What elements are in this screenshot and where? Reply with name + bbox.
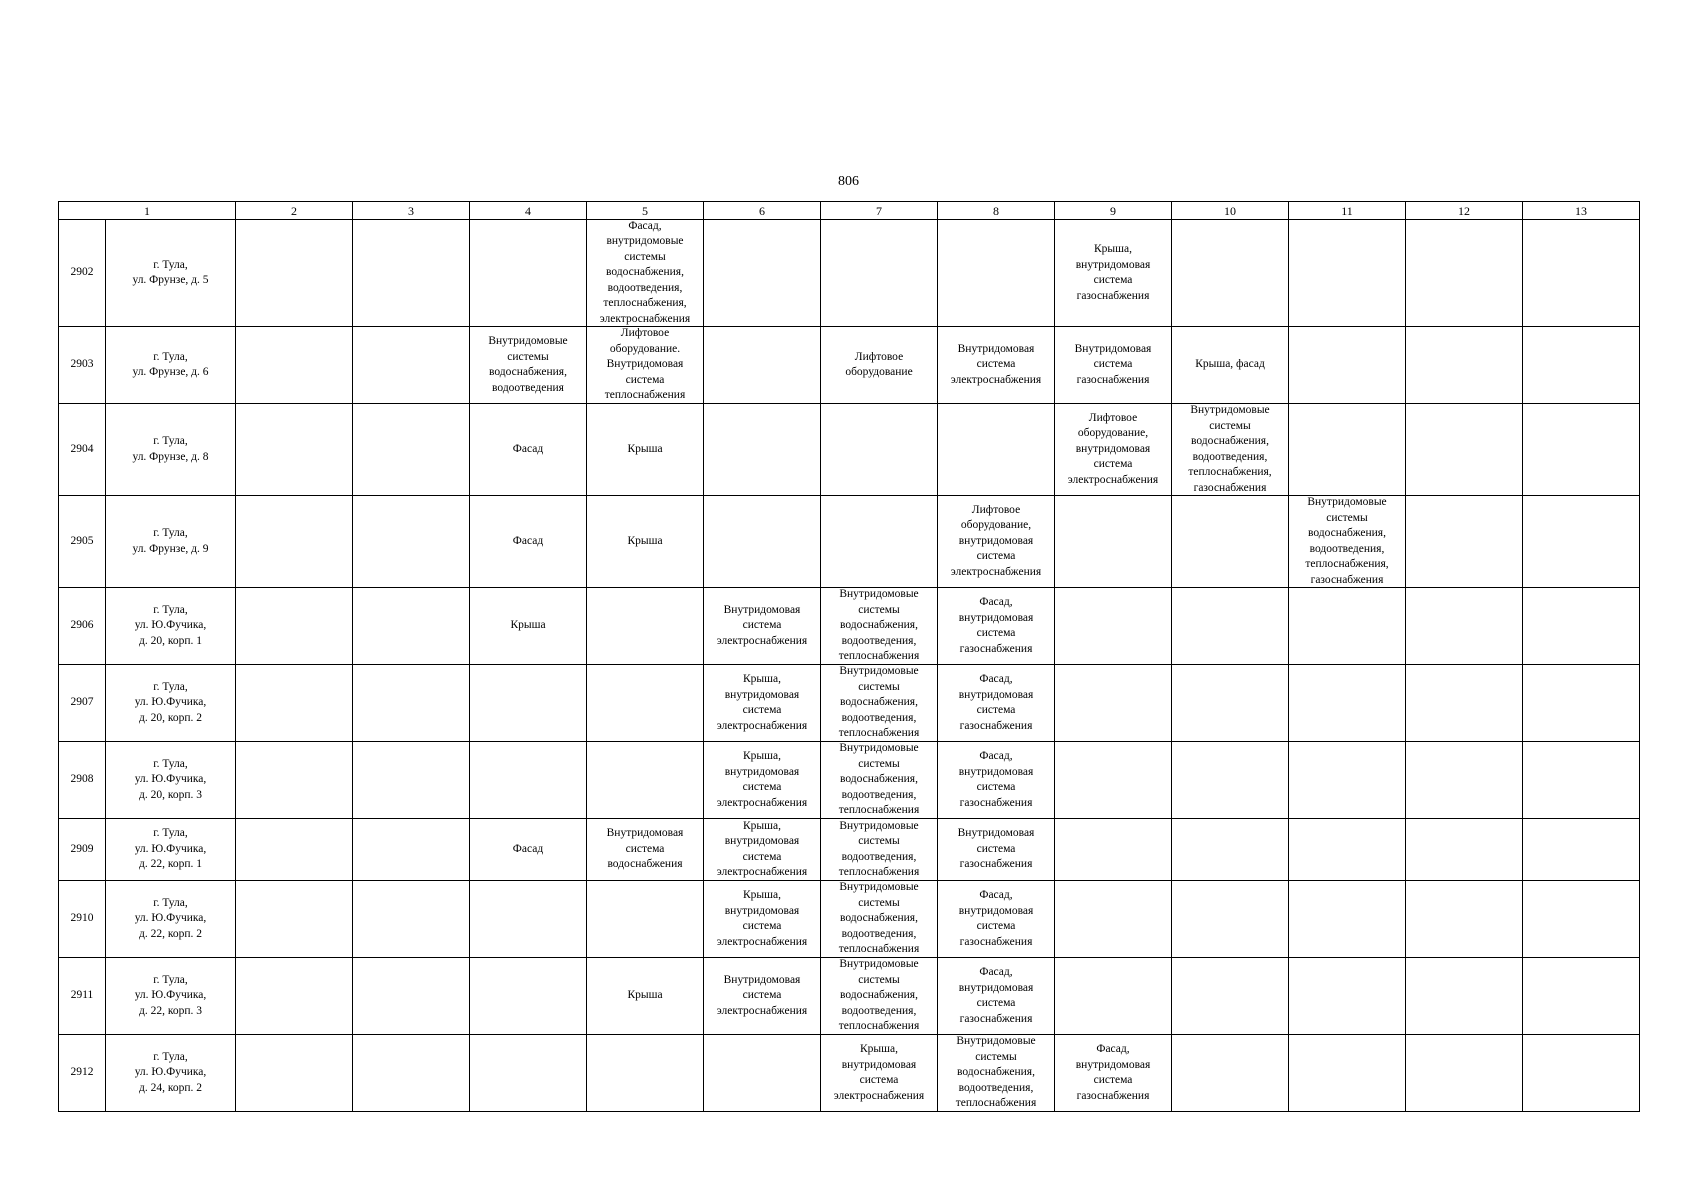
table-row: [59, 327, 1640, 404]
work-type-cell: [1055, 588, 1172, 665]
column-header: 4: [470, 202, 587, 220]
work-type-cell-text: Фасад, внутридомовая система газоснабжения: [1075, 1043, 1151, 1102]
work-type-cell: [1055, 881, 1172, 958]
work-type-cell: [821, 742, 938, 819]
address-cell-text: г. Тула, ул. Фрунзе, д. 6: [132, 350, 209, 378]
work-type-cell: [1406, 881, 1523, 958]
work-type-cell: [821, 881, 938, 958]
address-cell: [106, 404, 236, 496]
work-type-cell: [353, 665, 470, 742]
address-cell: [106, 958, 236, 1035]
work-type-cell: [1289, 958, 1406, 1035]
address-cell-text: г. Тула, ул. Ю.Фучика, д. 20, корп. 1: [134, 603, 207, 647]
work-type-cell: [236, 742, 353, 819]
work-type-cell: [1523, 496, 1640, 588]
work-type-cell: [236, 588, 353, 665]
work-type-cell-text: Внутридомовые системы водоснабжения, водоотведения, теплоснабжения: [838, 665, 920, 740]
work-type-cell: [1406, 588, 1523, 665]
table-row: [59, 665, 1640, 742]
address-cell: [106, 220, 236, 327]
work-type-cell: [587, 958, 704, 1035]
work-type-cell: [1289, 742, 1406, 819]
work-type-cell-text: Крыша, внутридомовая система газоснабжения: [1075, 243, 1151, 302]
work-type-cell: [1406, 1035, 1523, 1112]
row-number-cell-text: 2902: [70, 266, 94, 279]
work-type-cell: [1289, 496, 1406, 588]
work-type-cell: [938, 327, 1055, 404]
address-cell-text: г. Тула, ул. Ю.Фучика, д. 22, корп. 1: [134, 827, 207, 871]
work-type-cell-text: Фасад: [512, 842, 544, 855]
work-type-cell: [470, 327, 587, 404]
work-type-cell: [1055, 819, 1172, 881]
table-row: [59, 742, 1640, 819]
work-type-cell: [1055, 1035, 1172, 1112]
table-row: [59, 819, 1640, 881]
work-type-cell: [587, 327, 704, 404]
work-type-cell: [1172, 496, 1289, 588]
work-type-cell: [587, 819, 704, 881]
table-row: [59, 404, 1640, 496]
address-cell-text: г. Тула, ул. Фрунзе, д. 8: [132, 435, 209, 463]
work-type-cell-text: Внутридомовые системы водоснабжения, водоотведения, теплоснабжения: [838, 588, 920, 663]
work-type-cell: [1289, 819, 1406, 881]
work-type-cell: [821, 819, 938, 881]
work-type-cell-text: Фасад: [512, 534, 544, 547]
work-type-cell-text: Внутридомовые системы водоснабжения, водоотведения: [488, 335, 568, 394]
work-type-cell-text: Фасад, внутридомовая система газоснабжения: [958, 750, 1034, 809]
work-type-cell: [1406, 496, 1523, 588]
column-header: 9: [1055, 202, 1172, 220]
work-type-cell: [1523, 404, 1640, 496]
work-type-cell: [470, 665, 587, 742]
work-type-cell-text: Лифтовое оборудование, внутридомовая система электроснабжения: [950, 503, 1042, 578]
work-type-cell: [587, 496, 704, 588]
work-type-cell: [1289, 404, 1406, 496]
work-type-cell: [587, 1035, 704, 1112]
work-type-cell: [470, 404, 587, 496]
work-type-cell: [1289, 220, 1406, 327]
address-cell-text: г. Тула, ул. Фрунзе, д. 9: [132, 527, 209, 555]
work-type-cell: [1172, 742, 1289, 819]
work-type-cell: [1523, 665, 1640, 742]
work-type-cell: [1172, 1035, 1289, 1112]
row-number-cell: [59, 404, 106, 496]
work-type-cell: [470, 1035, 587, 1112]
work-type-cell: [1172, 404, 1289, 496]
work-type-cell-text: Фасад, внутридомовая система газоснабжения: [958, 673, 1034, 732]
work-type-cell-text: Фасад, внутридомовые системы водоснабжения, водоотведения, теплоснабжения, электроснабжения: [599, 220, 691, 325]
work-type-cell: [236, 958, 353, 1035]
address-cell: [106, 588, 236, 665]
address-cell-text: г. Тула, ул. Ю.Фучика, д. 20, корп. 3: [134, 757, 207, 801]
work-type-cell: [1406, 742, 1523, 819]
work-type-cell: [821, 404, 938, 496]
work-type-cell-text: Крыша: [510, 619, 546, 632]
work-type-cell: [236, 665, 353, 742]
work-type-cell: [1523, 588, 1640, 665]
work-type-cell-text: Лифтовое оборудование. Внутридомовая система теплоснабжения: [604, 327, 686, 402]
work-type-cell: [938, 881, 1055, 958]
table-row: [59, 881, 1640, 958]
table-row: [59, 220, 1640, 327]
row-number-cell: [59, 220, 106, 327]
work-type-cell: [353, 588, 470, 665]
work-type-cell: [1523, 958, 1640, 1035]
work-type-cell-text: Внутридомовая система электроснабжения: [716, 603, 808, 647]
work-type-cell: [1523, 327, 1640, 404]
work-type-cell: [236, 496, 353, 588]
work-type-cell-text: Внутридомовые системы водоснабжения, водоотведения, теплоснабжения: [838, 958, 920, 1033]
work-type-cell: [587, 742, 704, 819]
work-type-cell: [704, 958, 821, 1035]
address-cell: [106, 496, 236, 588]
work-type-cell: [236, 1035, 353, 1112]
work-type-cell-text: Фасад: [512, 442, 544, 455]
address-cell: [106, 327, 236, 404]
row-number-cell: [59, 1035, 106, 1112]
work-type-cell: [704, 496, 821, 588]
work-type-cell-text: Крыша, фасад: [1195, 358, 1265, 371]
work-type-cell: [236, 819, 353, 881]
work-type-cell: [236, 327, 353, 404]
address-cell-text: г. Тула, ул. Ю.Фучика, д. 22, корп. 3: [134, 973, 207, 1017]
column-header: 12: [1406, 202, 1523, 220]
address-cell: [106, 742, 236, 819]
table-body: [59, 220, 1640, 1112]
work-type-cell: [821, 958, 938, 1035]
work-type-cell-text: Крыша, внутридомовая система электроснабжения: [716, 819, 808, 878]
work-type-cell-text: Крыша: [627, 534, 663, 547]
address-cell-text: г. Тула, ул. Фрунзе, д. 5: [132, 258, 209, 286]
column-header: 1: [59, 202, 236, 220]
work-type-cell: [1523, 1035, 1640, 1112]
work-type-cell-text: Лифтовое оборудование: [845, 350, 913, 378]
row-number-cell: [59, 881, 106, 958]
work-type-cell-text: Внутридомовые системы водоснабжения, водоотведения, теплоснабжения: [838, 742, 920, 817]
work-type-cell-text: Крыша: [627, 442, 663, 455]
work-type-cell: [1406, 958, 1523, 1035]
work-type-cell-text: Крыша: [627, 989, 663, 1002]
work-type-cell: [704, 404, 821, 496]
row-number-cell-text: 2909: [70, 842, 94, 855]
work-type-cell: [353, 1035, 470, 1112]
work-type-cell: [1055, 327, 1172, 404]
work-type-cell: [1406, 220, 1523, 327]
address-cell-text: г. Тула, ул. Ю.Фучика, д. 22, корп. 2: [134, 896, 207, 940]
work-type-cell-text: Крыша, внутридомовая система электроснабжения: [716, 889, 808, 948]
work-type-cell: [353, 819, 470, 881]
row-number-cell: [59, 665, 106, 742]
work-type-cell: [1172, 220, 1289, 327]
work-type-cell: [704, 665, 821, 742]
column-header: 8: [938, 202, 1055, 220]
address-cell: [106, 819, 236, 881]
work-type-cell: [353, 496, 470, 588]
work-type-cell: [704, 588, 821, 665]
work-type-cell: [470, 496, 587, 588]
row-number-cell: [59, 496, 106, 588]
work-type-cell: [1289, 588, 1406, 665]
row-number-cell-text: 2911: [70, 989, 94, 1002]
work-type-cell: [1406, 819, 1523, 881]
work-type-cell: [1289, 881, 1406, 958]
work-type-cell-text: Крыша, внутридомовая система электроснабжения: [716, 750, 808, 809]
column-header: 7: [821, 202, 938, 220]
work-type-cell: [821, 588, 938, 665]
work-type-cell: [1172, 327, 1289, 404]
work-type-cell-text: Внутридомовая система электроснабжения: [716, 973, 808, 1017]
work-type-cell: [470, 588, 587, 665]
work-type-cell: [1523, 742, 1640, 819]
work-type-cell: [1055, 496, 1172, 588]
work-type-cell: [821, 496, 938, 588]
address-cell-text: г. Тула, ул. Ю.Фучика, д. 24, корп. 2: [134, 1050, 207, 1094]
row-number-cell-text: 2910: [70, 912, 94, 925]
address-cell: [106, 881, 236, 958]
row-number-cell-text: 2905: [70, 534, 94, 547]
table-row: [59, 496, 1640, 588]
work-type-cell: [470, 958, 587, 1035]
work-type-cell: [470, 881, 587, 958]
row-number-cell: [59, 819, 106, 881]
work-type-cell: [704, 742, 821, 819]
work-type-cell-text: Лифтовое оборудование, внутридомовая система электроснабжения: [1067, 411, 1159, 486]
work-type-cell: [353, 742, 470, 819]
table-row: [59, 588, 1640, 665]
work-type-cell: [587, 220, 704, 327]
work-type-cell-text: Внутридомовая система водоснабжения: [606, 827, 684, 871]
work-type-cell: [704, 220, 821, 327]
work-type-cell: [1055, 742, 1172, 819]
column-header: 10: [1172, 202, 1289, 220]
work-type-cell: [353, 220, 470, 327]
work-type-cell: [470, 742, 587, 819]
work-type-cell: [938, 1035, 1055, 1112]
row-number-cell-text: 2906: [70, 619, 94, 632]
work-type-cell-text: Внутридомовые системы водоотведения, теплоснабжения: [838, 819, 920, 878]
work-type-cell: [821, 665, 938, 742]
work-type-cell-text: Фасад, внутридомовая система газоснабжения: [958, 889, 1034, 948]
work-type-cell: [1172, 881, 1289, 958]
work-type-cell-text: Внутридомовые системы водоснабжения, водоотведения, теплоснабжения: [955, 1035, 1037, 1110]
work-type-cell-text: Фасад, внутридомовая система газоснабжения: [958, 596, 1034, 655]
work-type-cell: [1172, 819, 1289, 881]
row-number-cell-text: 2908: [70, 773, 94, 786]
work-type-cell-text: Фасад, внутридомовая система газоснабжения: [958, 966, 1034, 1025]
work-type-cell: [938, 665, 1055, 742]
work-type-cell-text: Внутридомовая система электроснабжения: [950, 342, 1042, 386]
work-type-cell-text: Внутридомовая система газоснабжения: [957, 827, 1035, 871]
work-type-cell: [1406, 665, 1523, 742]
work-type-cell: [938, 588, 1055, 665]
column-header: 5: [587, 202, 704, 220]
row-number-cell-text: 2912: [70, 1066, 94, 1079]
work-type-cell: [1523, 819, 1640, 881]
work-type-cell: [470, 819, 587, 881]
row-number-cell-text: 2907: [70, 696, 94, 709]
work-type-cell-text: Внутридомовые системы водоснабжения, водоотведения, теплоснабжения, газоснабжения: [1188, 404, 1272, 494]
work-type-cell-text: Крыша, внутридомовая система электроснабжения: [833, 1043, 925, 1102]
work-type-cell: [1406, 404, 1523, 496]
column-header: 13: [1523, 202, 1640, 220]
work-type-cell: [1172, 958, 1289, 1035]
work-type-cell: [587, 881, 704, 958]
work-type-cell: [1523, 881, 1640, 958]
row-number-cell-text: 2904: [70, 442, 94, 455]
repair-schedule-table: [58, 201, 1640, 1112]
work-type-cell: [938, 819, 1055, 881]
work-type-cell: [1055, 404, 1172, 496]
work-type-cell: [821, 1035, 938, 1112]
work-type-cell: [1055, 220, 1172, 327]
row-number-cell: [59, 742, 106, 819]
work-type-cell: [938, 404, 1055, 496]
work-type-cell: [470, 220, 587, 327]
work-type-cell: [704, 327, 821, 404]
page-number: 806: [838, 174, 859, 189]
work-type-cell: [353, 958, 470, 1035]
work-type-cell: [938, 496, 1055, 588]
address-cell: [106, 1035, 236, 1112]
address-cell-text: г. Тула, ул. Ю.Фучика, д. 20, корп. 2: [134, 680, 207, 724]
work-type-cell: [704, 819, 821, 881]
work-type-cell: [1523, 220, 1640, 327]
row-number-cell: [59, 958, 106, 1035]
work-type-cell: [236, 220, 353, 327]
column-header: 11: [1289, 202, 1406, 220]
work-type-cell: [353, 327, 470, 404]
work-type-cell: [1172, 665, 1289, 742]
work-type-cell: [1055, 958, 1172, 1035]
work-type-cell: [353, 881, 470, 958]
work-type-cell: [821, 220, 938, 327]
work-type-cell: [938, 742, 1055, 819]
work-type-cell-text: Внутридомовые системы водоснабжения, водоотведения, теплоснабжения: [838, 881, 920, 956]
row-number-cell-text: 2903: [70, 358, 94, 371]
column-header: 2: [236, 202, 353, 220]
work-type-cell: [938, 958, 1055, 1035]
work-type-cell: [587, 404, 704, 496]
table-row: [59, 1035, 1640, 1112]
work-type-cell-text: Крыша, внутридомовая система электроснабжения: [716, 673, 808, 732]
work-type-cell: [236, 881, 353, 958]
column-header: 6: [704, 202, 821, 220]
work-type-cell: [587, 588, 704, 665]
work-type-cell: [821, 327, 938, 404]
work-type-cell: [353, 404, 470, 496]
address-cell: [106, 665, 236, 742]
work-type-cell: [1289, 327, 1406, 404]
work-type-cell: [587, 665, 704, 742]
row-number-cell: [59, 588, 106, 665]
work-type-cell: [1406, 327, 1523, 404]
column-number-row: [59, 202, 1640, 220]
work-type-cell: [1289, 665, 1406, 742]
work-type-cell: [1289, 1035, 1406, 1112]
work-type-cell: [1172, 588, 1289, 665]
work-type-cell: [1055, 665, 1172, 742]
work-type-cell-text: Внутридомовые системы водоснабжения, водоотведения, теплоснабжения, газоснабжения: [1305, 496, 1389, 586]
work-type-cell: [704, 1035, 821, 1112]
work-type-cell-text: Внутридомовая система газоснабжения: [1074, 342, 1152, 386]
work-type-cell: [236, 404, 353, 496]
work-type-cell: [704, 881, 821, 958]
table-row: [59, 958, 1640, 1035]
row-number-cell: [59, 327, 106, 404]
work-type-cell: [938, 220, 1055, 327]
column-header: 3: [353, 202, 470, 220]
